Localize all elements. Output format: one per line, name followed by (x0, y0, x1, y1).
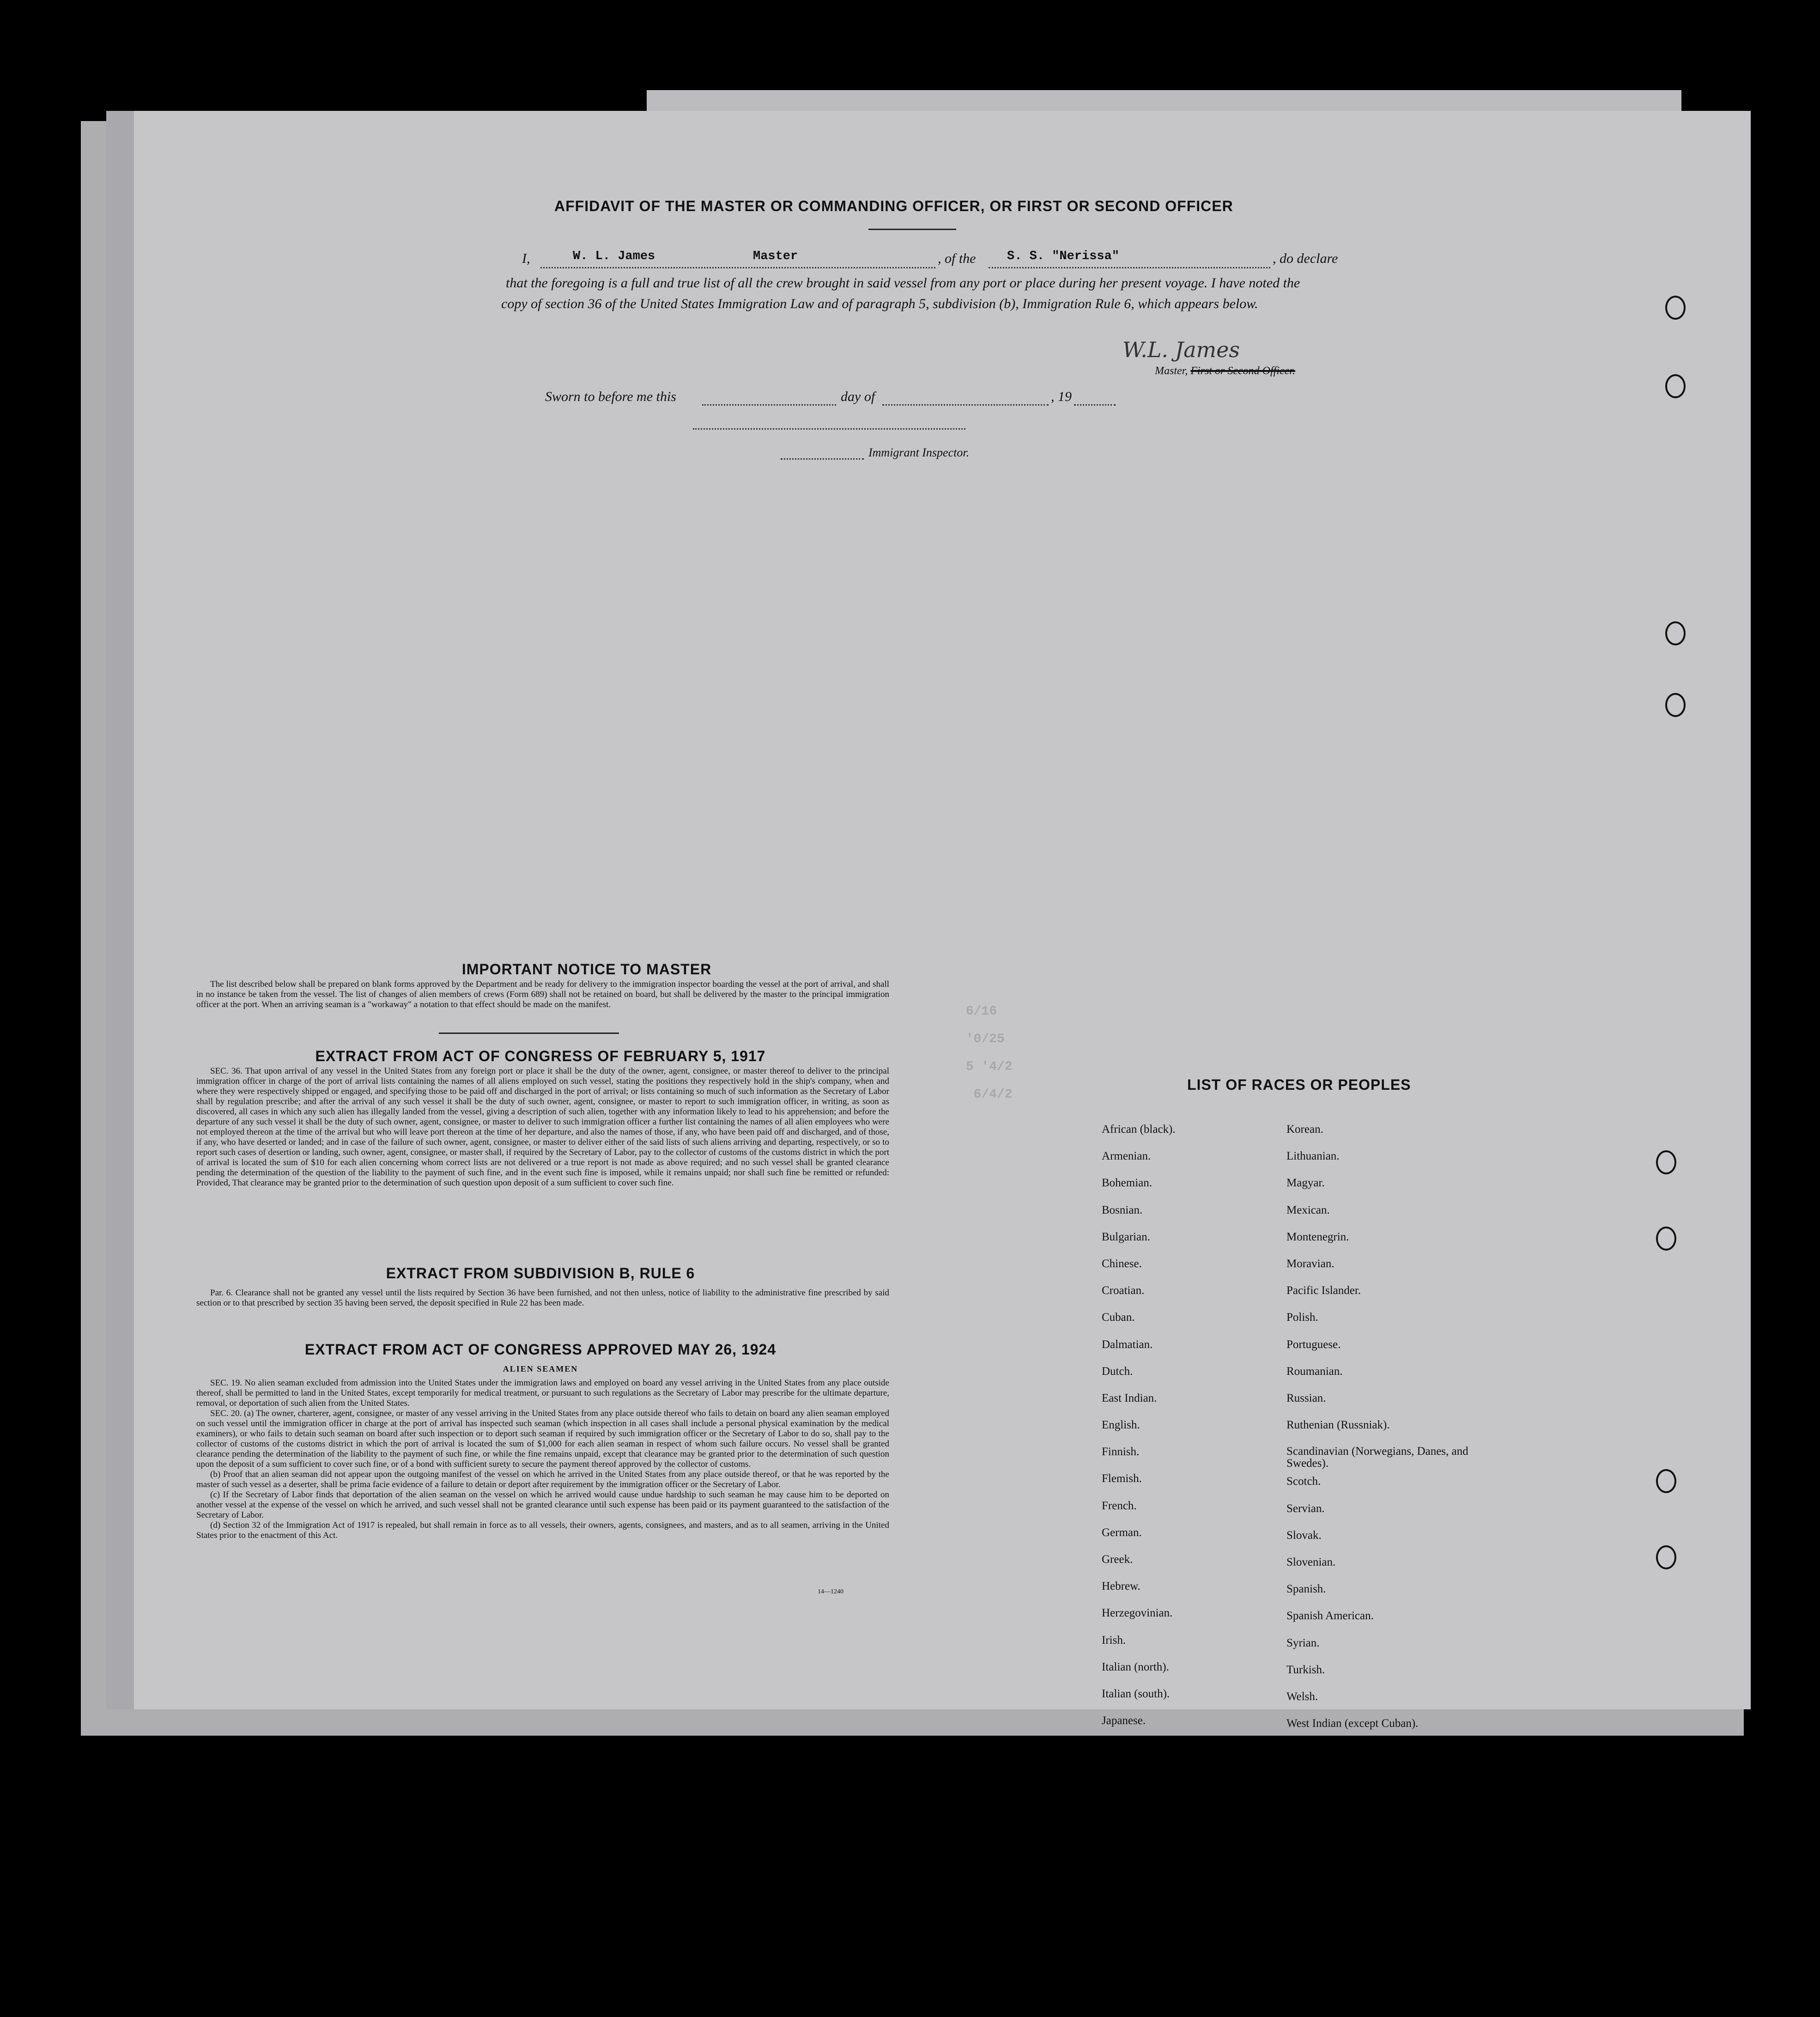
race-item: German. (1102, 1526, 1142, 1539)
sec19-text: SEC. 19. No alien seaman excluded from admission into the United States under the immigration laws and employed on board any vessel arriving in the United States from any place outside thereof, shall be permitted to land in the United States, except temporarily for medical treatment, or pursuant to such regulations as the Secretary of Labor may prescribe for the ultimate departure, removal, or deportation of such alien from the United States. (196, 1378, 889, 1408)
race-item: Dalmatian. (1102, 1338, 1153, 1351)
race-item: Turkish. (1286, 1663, 1325, 1676)
race-item: Slovenian. (1286, 1556, 1336, 1568)
race-item: Armenian. (1102, 1150, 1151, 1163)
race-item: Spanish American. (1286, 1610, 1374, 1622)
binder-hole (1665, 621, 1686, 645)
affidavit-declaration: that the foregoing is a full and true list of all the crew brought in said vessel from any port or place during her present voyage. I have noted the copy of section 36 of the United States Immigration Law and of paragraph 5, subdivision (b), Immigration Rule 6, which appears below. (501, 275, 1300, 311)
name-field (540, 249, 935, 268)
affidavit-of-the: , of the (938, 251, 976, 266)
race-item: Herzegovinian. (1102, 1607, 1173, 1620)
extract-1924-body (196, 1378, 889, 1541)
race-item: African (black). (1102, 1123, 1176, 1136)
form-number: 14—1240 (818, 1588, 843, 1595)
extract-1917-heading: EXTRACT FROM ACT OF CONGRESS OF FEBRUARY 5, 1917 (315, 1048, 766, 1064)
race-item: Hebrew. (1102, 1580, 1141, 1593)
master-name: W. L. James (573, 249, 655, 263)
inspector-signature-line (693, 427, 965, 430)
races-left-column (1102, 1120, 1277, 1738)
binder-hole (1656, 1150, 1676, 1174)
race-item: Scotch. (1286, 1475, 1321, 1488)
signature-struck-label: First or Second Officer. (1190, 365, 1295, 377)
race-item: Bosnian. (1102, 1203, 1143, 1216)
vessel-name: S. S. "Nerissa" (1007, 249, 1120, 263)
races-right-column (1286, 1120, 1480, 1741)
race-item: English. (1102, 1419, 1140, 1432)
race-item: Montenegrin. (1286, 1230, 1349, 1243)
notice-heading: IMPORTANT NOTICE TO MASTER (461, 961, 712, 978)
race-item: Magyar. (1286, 1177, 1325, 1190)
inspector-label: Immigrant Inspector. (868, 446, 970, 459)
extract-1917-text: SEC. 36. That upon arrival of any vessel in the United States from any foreign port or place it shall be the duty of the owner, agent, consignee, or master thereof to deliver to the principal immigration officer in charge of the port of arrival lists containing the names of all aliens employed on such vessel, stating the positions they respectively hold in the ship's company, when and where they were respectively shipped or engaged, and specifying those to be paid off and discharged in the port of arrival; or lists containing so much of such information as the Secretary of Labor shall by regulation prescribe; and after the arrival of any such vessel it shall be the duty of such owner, agent, consignee, or master to report to such immigration officer, in writing, as soon as discovered, all cases in which any such alien has illegally landed from the vessel, giving a description of such alien, together with any information likely to lead to his apprehension; and before the departure of any such vessel it shall be the duty of such owner, agent, consignee, or master to deliver to such immigration officer a further list containing the names of all alien employees who were not employed thereon at the time of the arrival but who will leave port thereon at the time of her departure, and also the names of those, if any, who have been paid off and discharged, and of those, if any, who have deserted or landed; and in case of the failure of such owner, agent, consignee, or master to deliver either of the said lists of such aliens arriving and departing, respectively, or so to report such cases of desertion or landing, such owner, agent, consignee, or master shall, if required by the Secretary of Labor, pay to the collector of customs of the customs district in which the port of arrival is located the sum of $10 for each alien concerning whom correct lists are not delivered or a true report is not made as above required; and no such vessel shall be granted clearance pending the determination of the question of the liability to the payment of such fine, and in the event such fine is imposed, while it remains unpaid; nor shall such fine be remitted or refunded: Provided, That clearance may be granted prior to the determination of such question upon deposit of a sum sufficient to cover such fine. (196, 1066, 889, 1188)
race-item: Irish. (1102, 1634, 1126, 1646)
affidavit-i-label: I, (522, 251, 530, 266)
binder-hole (1656, 1545, 1676, 1569)
race-item: French. (1102, 1499, 1137, 1512)
sworn-month-field (882, 390, 1049, 406)
race-item: Moravian. (1286, 1257, 1335, 1270)
vessel-field (989, 249, 1270, 268)
binder-hole (1665, 374, 1686, 398)
race-item: Greek. (1102, 1553, 1133, 1566)
race-item: Croatian. (1102, 1284, 1145, 1297)
race-item: Chinese. (1102, 1257, 1142, 1270)
race-item: Servian. (1286, 1502, 1325, 1515)
day-of-label: day of (841, 389, 875, 404)
race-item: Ruthenian (Russniak). (1286, 1419, 1390, 1432)
race-item: Finnish. (1102, 1446, 1140, 1458)
race-item: Portuguese. (1286, 1338, 1341, 1351)
binder-hole (1656, 1227, 1676, 1251)
extract-rule6-heading: EXTRACT FROM SUBDIVISION B, RULE 6 (386, 1265, 695, 1282)
binder-hole (1665, 296, 1686, 320)
race-item: Lithuanian. (1286, 1150, 1340, 1163)
binder-hole (1665, 693, 1686, 717)
races-heading: LIST OF RACES OR PEOPLES (1187, 1076, 1411, 1093)
race-item: Mexican. (1286, 1203, 1330, 1216)
sec20c-text: (c) If the Secretary of Labor finds that deportation of the alien seaman on the vessel on which he arrived would cause undue hardship to such seaman he may cause him to be deported on another vessel at the expense of the vessel on which he arrived, and such vessel shall not be granted clearance until such expense has been paid or its payment guaranteed to the satisfaction of the Secretary of Labor. (196, 1490, 889, 1520)
signature-master-label: Master, (1155, 365, 1191, 377)
race-item: Cuban. (1102, 1311, 1135, 1324)
race-item: Bulgarian. (1102, 1230, 1150, 1243)
signature-caption (1155, 365, 1295, 377)
sec20a-text: SEC. 20. (a) The owner, charterer, agent, consignee, or master of any vessel arriving in the United States from any place outside thereof who fails to detain on board any alien seaman employed on such vessel until the immigration officer in charge at the port of arrival has inspected such seaman (which inspection in all cases shall include a personal physical examination by the medical examiners), or who fails to detain such seaman on board after such inspection or to deport such seaman if required by such immigration officer or the Secretary of Labor to do so, shall pay to the collector of customs of the customs district in which the port of arrival is located the sum of $1,000 for each alien seaman in respect of whom such failure occurs. No vessel shall be granted clearance pending the determination of the liability to the payment of such fine, or while the fine remains unpaid, except that clearance may be granted prior to the determination of such question upon the deposit of a sum sufficient to cover such fine, or of a bond with sufficient surety to secure the payment thereof approved by the collector of customs. (196, 1409, 889, 1469)
race-item: Korean. (1286, 1123, 1323, 1136)
sec20b-text: (b) Proof that an alien seaman did not appear upon the outgoing manifest of the vessel on which he arrived in the United States from any place outside thereof, or that he was reported by the master of such vessel as a deserter, shall be prima facie evidence of a failure to detain or deport after requirement by the immigration officer or the Secretary of Labor. (196, 1470, 889, 1489)
document-page (106, 111, 1751, 1730)
notice-rule (439, 1033, 619, 1034)
race-item: Pacific Islander. (1286, 1284, 1361, 1297)
sworn-label: Sworn to before me this (545, 389, 676, 404)
extract-rule6-text: Par. 6. Clearance shall not be granted any vessel until the lists required by Section 36 have been furnished, and not then unless, notice of liability to the administrative fine prescribed by said section or to that prescribed by section 35 having been served, the deposit specified in Rule 22 has been made. (196, 1288, 889, 1308)
race-item: Italian (south). (1102, 1687, 1170, 1700)
sworn-date-field (702, 390, 836, 406)
race-item: Syrian. (1286, 1636, 1320, 1649)
race-item: Roumanian. (1286, 1365, 1343, 1378)
race-item: Scandinavian (Norwegians, Danes, and Swedes). (1286, 1445, 1468, 1470)
master-signature (1122, 337, 1240, 362)
race-item: Italian (north). (1102, 1660, 1169, 1673)
race-item: Bohemian. (1102, 1177, 1153, 1190)
alien-seamen-subheading: ALIEN SEAMEN (503, 1364, 578, 1373)
bleed-through-marks: 6/16 '0/25 5 '4/2 6/4/2 (919, 1004, 1013, 1102)
affidavit-rule (868, 229, 956, 230)
year-field (1074, 390, 1116, 406)
race-item: Flemish. (1102, 1472, 1142, 1485)
race-item: Dutch. (1102, 1365, 1133, 1378)
year-label: , 19 (1051, 389, 1072, 404)
race-item: Polish. (1286, 1311, 1318, 1324)
race-item: Spanish. (1286, 1583, 1326, 1596)
extract-1924-heading: EXTRACT FROM ACT OF CONGRESS APPROVED MAY 26, 1924 (304, 1341, 777, 1358)
signature-text: W.L. James (1122, 337, 1240, 362)
affidavit-do-declare: , do declare (1273, 251, 1338, 266)
notice-text: The list described below shall be prepared on blank forms approved by the Department and be ready for delivery to the immigration inspector boarding the vessel at the port of arrival, and shall in no instance be taken from the vessel. The list of changes of alien members of crews (Form 689) shall not be retained on board, but shall be delivered by the master to the principal immigration officer at the port. When an arriving seaman is a "workaway" a notation to that effect should be made on the manifest. (196, 979, 889, 1009)
binder-hole (1656, 1469, 1676, 1493)
race-item: Welsh. (1286, 1690, 1318, 1703)
race-item: Russian. (1286, 1391, 1326, 1404)
inspector-name-field (781, 448, 864, 460)
race-item: Slovak. (1286, 1529, 1322, 1542)
affidavit-heading: AFFIDAVIT OF THE MASTER OR COMMANDING OFFICER, OR FIRST OR SECOND OFFICER (554, 198, 1233, 214)
master-rank: Master (753, 249, 798, 263)
sec20d-text: (d) Section 32 of the Immigration Act of 1917 is repealed, but shall remain in force as to all vessels, their owners, agents, consignees, and masters, and as to all seamen, arriving in the United States prior to the enactment of this Act. (196, 1520, 889, 1540)
race-item: West Indian (except Cuban). (1286, 1717, 1419, 1730)
race-item: East Indian. (1102, 1391, 1157, 1404)
race-item: Japanese. (1102, 1714, 1146, 1727)
